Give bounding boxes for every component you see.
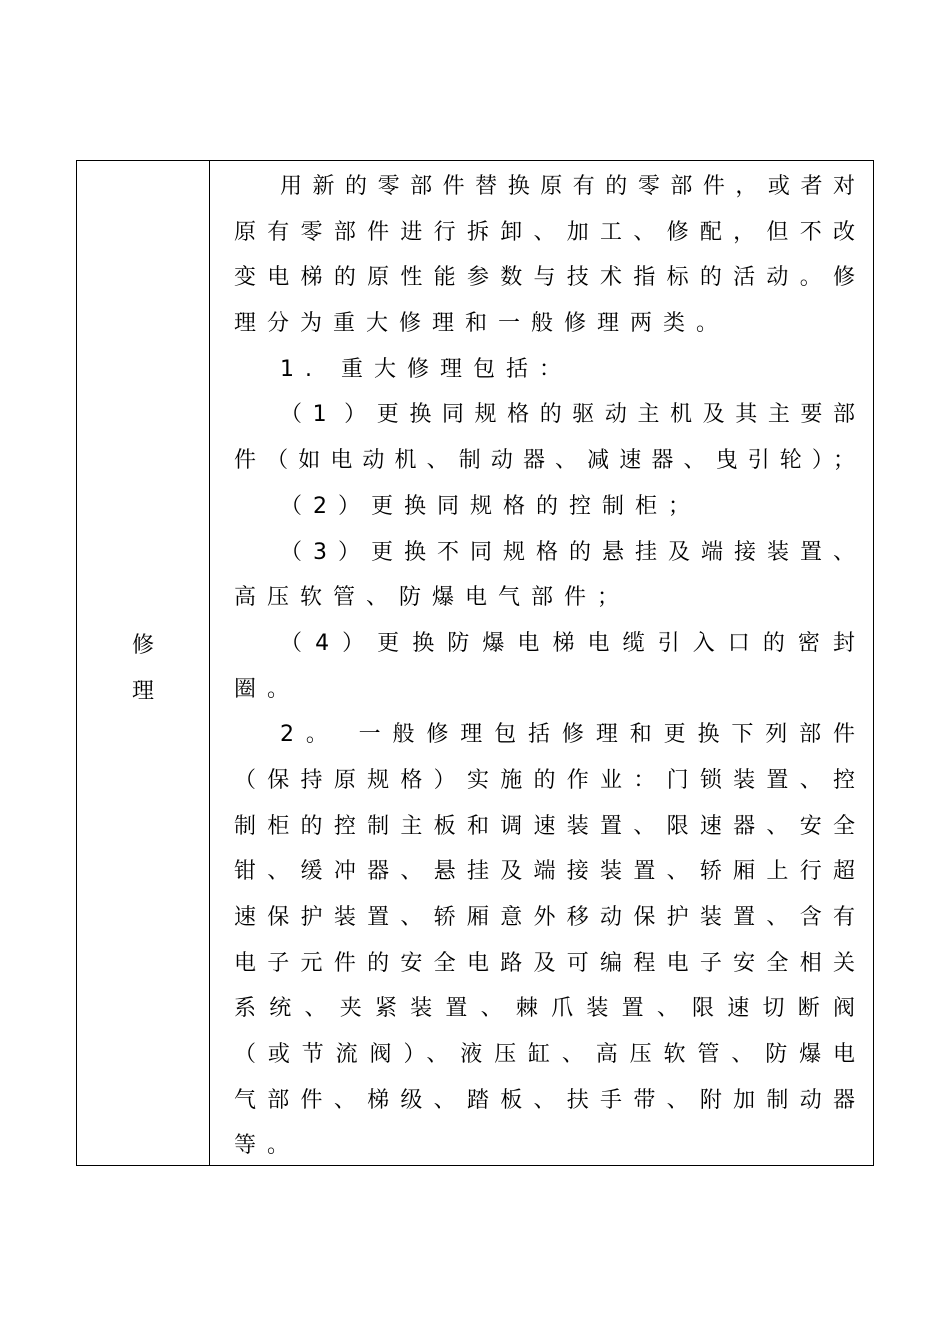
row-label — [77, 623, 209, 715]
text-line: （1 ）更换同规格的驱动主机及其主要部 — [280, 402, 855, 428]
text-line: （2）更换同规格的控制柜； — [280, 493, 701, 519]
text-line: 件（如电动机、制动器、减速器、曳引轮）； — [234, 448, 855, 474]
text-line: （或节流阀）、液压缸、高压软管、防爆电 — [234, 1042, 855, 1068]
text-line: 变电梯的原性能参数与技术指标的活动。修 — [234, 265, 855, 291]
text-line: 理分为重大修理和一般修理两类。 — [234, 311, 730, 337]
repair-definition-table — [76, 160, 874, 1166]
text-line: 圈。 — [234, 676, 301, 702]
text-line: 原有零部件进行拆卸、加工、修配，但不改 — [234, 219, 855, 245]
row-label-char: 理 — [131, 679, 154, 704]
definition-content-cell — [210, 161, 873, 1165]
row-label-char: 修 — [131, 633, 154, 658]
text-line: 电子元件的安全电路及可编程电子安全相关 — [234, 950, 855, 976]
text-line: 速保护装置、轿厢意外移动保护装置、含有 — [234, 905, 855, 930]
text-line: 2。 一般修理包括修理和更换下列部件 — [280, 722, 855, 748]
text-line: （保持原规格）实施的作业：门锁装置、控 — [234, 767, 855, 793]
text-line: 气部件、梯级、踏板、扶手带、附加制动器 — [234, 1087, 855, 1113]
text-line: 1. 重大修理包括： — [280, 356, 572, 382]
text-line: 用新的零部件替换原有的零部件，或者对 — [280, 174, 855, 199]
text-line: 系统、夹紧装置、棘爪装置、限速切断阀 — [234, 996, 855, 1022]
text-line: 等。 — [234, 1133, 301, 1159]
text-line: 高压软管、防爆电气部件； — [234, 585, 631, 611]
text-line: 钳、缓冲器、悬挂及端接装置、轿厢上行超 — [234, 859, 855, 885]
text-line: 制柜的控制主板和调速装置、限速器、安全 — [234, 813, 855, 839]
text-line: （4）更换防爆电梯电缆引入口的密封 — [280, 630, 855, 656]
text-line: （3）更换不同规格的悬挂及端接装置、 — [280, 539, 855, 565]
row-label-cell — [77, 161, 210, 1165]
